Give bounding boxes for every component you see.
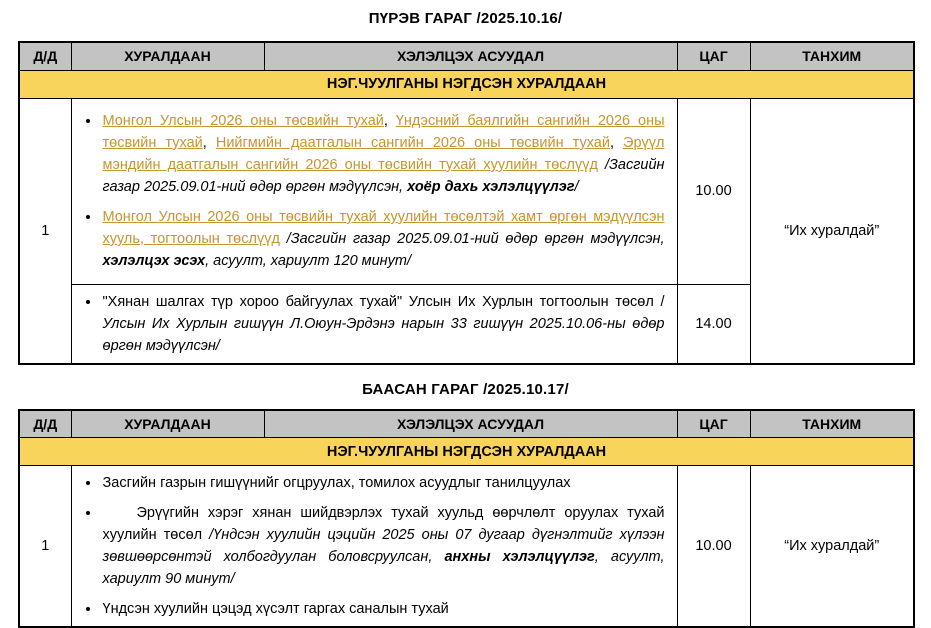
column-header-time: ЦАГ: [677, 410, 750, 438]
room-cell: “Их хуралдай”: [750, 98, 914, 364]
agenda-list: [74, 291, 665, 357]
agenda-item: [101, 502, 665, 590]
agenda-cell: [71, 284, 677, 364]
agenda-item: [101, 206, 665, 272]
time-cell: 10.00: [677, 466, 750, 628]
row-number-cell: 1: [19, 466, 71, 628]
agenda-link[interactable]: Монгол Улсын 2026 оны төсвийн тухай: [103, 113, 384, 129]
agenda-text: /: [575, 179, 579, 195]
day-section-thursday: [18, 10, 913, 365]
agenda-text: Үндсэн хуулийн цэцэд хүсэлт гаргах саналын тухай: [103, 601, 449, 617]
agenda-link[interactable]: Үндэсний баялгийн сангийн 2026 оны төсвийн тухай: [103, 113, 665, 151]
row-number-cell: 1: [19, 98, 71, 364]
column-header-room: ТАНХИМ: [750, 42, 914, 70]
agenda-list: [74, 110, 665, 272]
agenda-link[interactable]: Нийгмийн даатгалын сангийн 2026 оны төсвийн тухай: [216, 135, 610, 151]
agenda-cell: [71, 466, 677, 628]
agenda-text: ,: [384, 113, 396, 129]
agenda-text: Засгийн газрын гишүүнийг огцруулах, томилох асуудлыг танилцуулах: [103, 475, 571, 491]
agenda-text: /Засгийн газар 2025.09.01-ний өдөр өргөн мэдүүлсэн,: [103, 157, 665, 195]
agenda-link[interactable]: Эрүүл мэндийн даатгалын сангийн 2026 оны төсвийн тухай хуулийн төслүүд: [103, 135, 665, 173]
column-header-meeting: ХУРАЛДААН: [71, 42, 264, 70]
column-header-room: ТАНХИМ: [750, 410, 914, 438]
agenda-link[interactable]: Монгол Улсын 2026 оны төсвийн тухай хуулийн төсөлтэй хамт өргөн мэдүүлсэн хууль, тогтоолын төслүүд: [103, 209, 665, 247]
schedule-table-friday: [18, 409, 915, 628]
agenda-text: Эрүүгийн хэрэг хянан шийдвэрлэх тухай хуульд өөрчлөлт оруулах тухай хуулийн төсөл: [103, 505, 665, 543]
column-header-meeting: ХУРАЛДААН: [71, 410, 264, 438]
agenda-text: хоёр дахь хэлэлцүүлэг: [407, 179, 574, 195]
column-header-agenda: ХЭЛЭЛЦЭХ АСУУДАЛ: [264, 42, 677, 70]
schedule-table-thursday: [18, 41, 915, 365]
agenda-text: /Засгийн газар 2025.09.01-ний өдөр өргөн мэдүүлсэн,: [280, 231, 665, 247]
agenda-text: ,: [610, 135, 623, 151]
room-cell: “Их хуралдай”: [750, 466, 914, 628]
day-section-friday: [18, 381, 913, 628]
time-cell: 10.00: [677, 98, 750, 284]
agenda-item: [101, 291, 665, 357]
day-title: БААСАН ГАРАГ /2025.10.17/: [18, 381, 913, 398]
agenda-text: "Хянан шалгах түр хороо байгуулах тухай" Улсын Их Хурлын тогтоолын төсөл /: [103, 294, 665, 310]
agenda-text: , асуулт, хариулт 90 минут/: [103, 549, 665, 587]
time-cell: 14.00: [677, 284, 750, 364]
column-header-dd: Д/Д: [19, 410, 71, 438]
column-header-dd: Д/Д: [19, 42, 71, 70]
agenda-cell: [71, 98, 677, 284]
column-header-agenda: ХЭЛЭЛЦЭХ АСУУДАЛ: [264, 410, 677, 438]
agenda-text: Улсын Их Хурлын гишүүн Л.Оюун-Эрдэнэ нарын 33 гишүүн 2025.10.06-ны өдөр өргөн мэдүүлсэн/: [103, 316, 665, 354]
agenda-item: [101, 472, 665, 494]
session-banner: НЭГ.ЧУУЛГАНЫ НЭГДСЭН ХУРАЛДААН: [19, 438, 914, 466]
agenda-text: /Үндсэн хуулийн цэцийн 2025 оны 07 дугаар дүгнэлтийг хүлээн зөвшөөрсөнтэй холбогдуулан боловсруулсан,: [103, 527, 665, 565]
session-banner: НЭГ.ЧУУЛГАНЫ НЭГДСЭН ХУРАЛДААН: [19, 70, 914, 98]
agenda-item: [101, 110, 665, 198]
agenda-list: [74, 472, 665, 620]
agenda-item: [101, 598, 665, 620]
agenda-text: анхны хэлэлцүүлэг: [444, 549, 594, 565]
agenda-text: ,: [203, 135, 216, 151]
agenda-text: , асуулт, хариулт 120 минут/: [205, 253, 411, 269]
column-header-time: ЦАГ: [677, 42, 750, 70]
agenda-text: хэлэлцэх эсэх: [103, 253, 206, 269]
day-title: ПҮРЭВ ГАРАГ /2025.10.16/: [18, 10, 913, 27]
